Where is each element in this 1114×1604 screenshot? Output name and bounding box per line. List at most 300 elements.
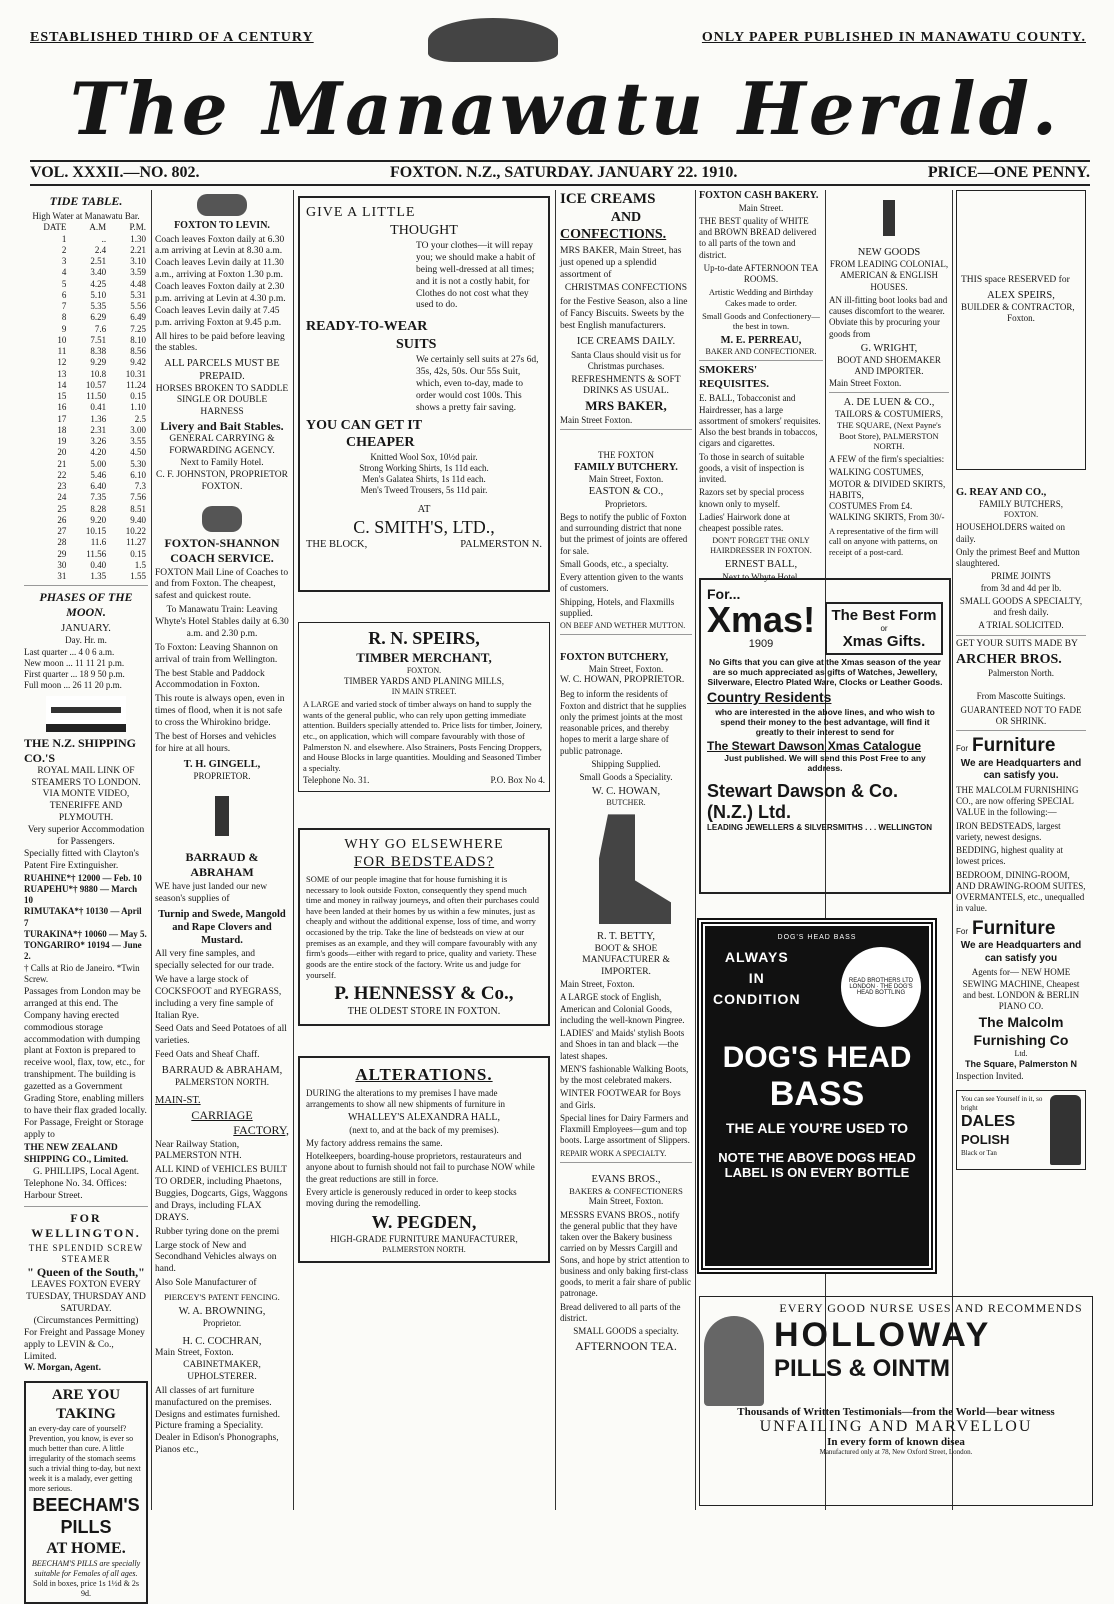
coat-of-arms-image — [428, 18, 558, 62]
established-banner: ESTABLISHED THIRD OF A CENTURY — [30, 30, 314, 45]
tide-cell: 4.50 — [130, 447, 146, 458]
livery-proprietor: C. F. JOHNSTON, PROPRIETOR FOXTON. — [156, 469, 288, 492]
tide-row — [24, 279, 148, 290]
ice-text: MRS BAKER, Main Street, has just opened up a splendid assortment of — [560, 245, 682, 280]
tide-cell: 0.40 — [90, 559, 107, 570]
tide-cell: 11.24 — [126, 379, 146, 390]
tide-row — [24, 504, 148, 515]
tide-head-pm: P.M. — [129, 222, 146, 233]
speirs-text: A LARGE and varied stock of timber always on hand to supply the wants of the general public, who can rely upon getting immediate attention. Builders specially attended to. Price lists for timber, Joinery, etc., on application, which will compare favourably with those of Palmerston N. and elsewhere. Also Strainers, Posts Fencing Droppers, and House Blocks in large quantities. Moulding and Seasoned Timber a specialty. — [303, 699, 543, 773]
bakery-name: M. E. PERREAU, — [720, 334, 802, 346]
tide-cell: 10 — [57, 334, 67, 345]
coach-parcels: ALL PARCELS MUST BE PREPAID. — [164, 358, 280, 383]
hennessy-head-1: WHY GO ELSEWHERE — [344, 836, 504, 852]
reserved-place: Foxton. — [1007, 313, 1035, 324]
beecham-text: an every-day care of yourself? Prevention, you know, is ever so much better than cure. A little irregularity of the stomach seems such a trivial thing to-day, but next week it is a malady, ever getting more serious. — [29, 1423, 141, 1493]
reay-trial: A TRIAL SOLICITED. — [978, 620, 1064, 631]
carriage-stock: Large stock of New and Secondhand Vehicles always on hand. — [155, 1240, 277, 1275]
luen-items — [829, 467, 949, 523]
smith-at: AT — [417, 503, 431, 515]
hennessy-head-2: FOR BEDSTEADS? — [353, 854, 495, 871]
luen-trade: TAILORS & COSTUMIERS, — [834, 408, 944, 419]
tide-cell: 6.49 — [130, 312, 146, 323]
smith-ready-2: SUITS — [396, 336, 437, 352]
pegden-place: PALMERSTON NORTH. — [382, 1245, 466, 1255]
ice-festive: for the Festive Season, also a line of Fancy Biscuits. Sweets by the best English manufacturers. — [560, 297, 688, 331]
beecham-name: BEECHAM'S PILLS — [32, 1494, 140, 1538]
pegden-head: ALTERATIONS. — [355, 1065, 493, 1085]
tide-cell: 19 — [57, 436, 67, 446]
malcolm-rooms: BEDROOM, DINING-ROOM, AND DRAWING-ROOM SUITES, OVERMANTELS, etc., unequalled in value. — [956, 869, 1086, 914]
xmas-best-2: Xmas Gifts. — [842, 633, 926, 650]
moon-row: New moon ... 11 11 21 p.m. — [24, 657, 125, 668]
howan-title: FOXTON BUTCHERY, — [560, 652, 669, 663]
hennessy-ad — [298, 828, 550, 1027]
betty-name: R. T. BETTY, — [596, 931, 656, 943]
tide-row — [24, 537, 148, 548]
smith-ready-1: READY-TO-WEAR — [306, 319, 428, 335]
speirs-ad — [298, 622, 550, 792]
tide-row — [24, 560, 148, 571]
moon-title: PHASES OF THE MOON. — [39, 590, 133, 620]
tide-row — [24, 346, 148, 357]
speirs-name: R. N. SPEIRS, — [368, 628, 480, 648]
tide-cell: .. — [101, 233, 107, 244]
beecham-home: AT HOME. — [46, 1539, 126, 1557]
tide-cell: 24 — [57, 492, 67, 503]
xmas-country-text: who are interested in the above lines, and who wish to spend their money to the best advantage, will find it greatly to their interest to send for — [715, 707, 935, 737]
tide-cell: 2.4 — [94, 244, 107, 255]
bass-condition: CONDITION — [713, 991, 801, 1007]
steamer-row: RUAPEHU*† 9880 — March 10 — [24, 883, 138, 905]
steamer-row: TURAKINA*† 10060 — May 5. — [24, 928, 147, 939]
smokers-name: ERNEST BALL, — [724, 559, 798, 571]
hennessy-name: P. HENNESSY & Co., — [334, 983, 514, 1005]
crest-image — [197, 194, 247, 216]
bass-seal-text: READ BROTHERS LTD LONDON · THE DOG'S HEAD BOTTLING — [848, 978, 914, 996]
wellington-agent: W. Morgan, Agent. — [24, 1363, 101, 1374]
betty-mens: MEN'S fashionable Walking Boots, by the most celebrated makers. — [560, 1063, 689, 1086]
smith-head-1: GIVE A LITTLE — [306, 205, 416, 220]
smith-name: C. SMITH'S, LTD., — [353, 516, 495, 537]
tide-row — [24, 245, 148, 256]
tide-row — [24, 447, 148, 458]
reay-name: G. REAY AND CO., — [956, 487, 1047, 498]
xmas-best-1: The Best Form — [831, 607, 937, 624]
carriage-fencing: PIERCEY'S PATENT FENCING. — [164, 1292, 280, 1302]
holloway-unfailing: UNFAILING AND MARVELLOU — [759, 1418, 1033, 1435]
tide-row — [24, 256, 148, 267]
smith-cheaper-2: CHEAPER — [346, 435, 415, 451]
beecham-foot: BEECHAM'S PILLS are specially suitable for Females of all ages. — [31, 1558, 141, 1578]
carriage-text: ALL KIND of VEHICLES BUILT TO ORDER, including Phaetons, Buggies, Dogcarts, Gigs, Waggons and Drays, including FLAX DRAYS. — [155, 1165, 288, 1223]
tide-cell: 11.6 — [90, 537, 107, 548]
carriage-proprietor: Proprietor. — [202, 1317, 242, 1328]
tide-row — [24, 459, 148, 470]
tide-cell: 8.38 — [90, 346, 107, 356]
furniture-hq: We are Headquarters and can satisfy you. — [960, 757, 1082, 782]
xmas-year: 1909 — [748, 638, 774, 650]
howan-name: W. C. HOWAN, — [591, 786, 661, 798]
shipping-text: Passages from London may be arranged at this end. The Company having erected commodious storage accommodation with dumping plant at Foxton is prepared to receive wool, flax, tow, etc., for transhipment. The building is gazetted as a Government Grading Store, enabling millers to have their flax graded locally. For Passage, Freight or Storage apply to — [24, 987, 147, 1140]
tide-cell: 17 — [57, 413, 67, 424]
speirs-telephone: Telephone No. 31. — [303, 775, 370, 786]
smokers-next: Next to Whyte Hotel. — [722, 571, 800, 582]
price: PRICE—ONE PENNY. — [927, 164, 1090, 181]
place-and-date: FOXTON. N.Z., SATURDAY. JANUARY 22. 1910. — [390, 164, 738, 181]
tide-head-date: DATE — [43, 222, 67, 233]
ice-address: Main Street Foxton. — [560, 414, 633, 425]
tide-cell: 2.31 — [90, 424, 107, 435]
luen-item: WALKING COSTUMES, — [829, 467, 924, 478]
column-1 — [24, 190, 148, 1598]
smith-block: THE BLOCK, — [306, 539, 368, 551]
hand-pointer-icon-2 — [883, 200, 895, 236]
tide-cell: 1.36 — [90, 413, 107, 424]
ice-head-1: ICE CREAMS — [560, 191, 656, 207]
tide-cell: 11.50 — [86, 391, 107, 401]
bass-big-2: BASS — [769, 1075, 865, 1113]
barraud-stock: We have a large stock of COCKSFOOT and RYEGRASS, including a very fine sample of Italian Rye. — [155, 974, 282, 1021]
tide-cell: 29 — [57, 548, 67, 559]
reay-beef: Only the primest Beef and Mutton slaughtered. — [956, 546, 1080, 569]
smith-item: Strong Working Shirts, 1s 11d each. — [359, 462, 489, 473]
tide-cell: 16 — [57, 402, 67, 413]
column-4 — [560, 190, 692, 1510]
malcolm-bedding: BEDDING, highest quality at lowest prices. — [956, 845, 1063, 867]
pegden-text: DURING the alterations to my premises I have made arrangements to show all new shipments of furniture in — [306, 1087, 505, 1109]
boot-image — [581, 814, 671, 924]
xmas-text: No Gifts that you can give at the Xmas season of the year are so much appreciated as gifts of Watches, Jewellery, Silverware, Electro Plated Ware, Clocks or Leather Goods. — [707, 657, 943, 687]
steamer-list — [24, 873, 148, 963]
tide-row — [24, 402, 148, 413]
tide-cell: 3.10 — [130, 256, 146, 266]
shipping-accommodation: Very superior Accommodation for Passengers. — [27, 825, 145, 847]
malcolm-inspection: Inspection Invited. — [956, 1070, 1024, 1081]
masthead-word-1: The — [70, 66, 231, 151]
tide-cell: 11 — [57, 346, 67, 356]
beecham-sold: Sold in boxes, price 1s 1½d & 2s 9d. — [33, 1578, 139, 1598]
evans-bread: Bread delivered to all parts of the district. — [560, 1301, 681, 1323]
dales-polish: POLISH — [961, 1132, 1010, 1148]
shipping-via: VIA MONTE VIDEO, TENERIFFE AND PLYMOUTH. — [42, 789, 130, 824]
xmas-country: Country Residents — [707, 689, 832, 705]
tide-cell: 6.29 — [90, 312, 107, 323]
tide-row — [24, 324, 148, 335]
steamer-row: RIMUTAKA*† 10130 — April 7 — [24, 906, 142, 928]
tide-cell: 21 — [57, 458, 67, 469]
luen-item: HABITS, — [829, 489, 864, 500]
butchery-the: THE FOXTON — [597, 449, 655, 460]
moon-month: JANUARY. — [61, 623, 111, 635]
bass-ale: THE ALE YOU'RE USED TO — [726, 1120, 908, 1136]
smith-place: PALMERSTON N. — [460, 539, 542, 551]
howan-address: Main Street, Foxton. — [588, 664, 664, 675]
tide-cell: 27 — [57, 526, 67, 536]
tide-row — [24, 335, 148, 346]
masthead-word-3: Herald. — [737, 66, 1060, 151]
carriage-signature: W. A. BROWNING, — [178, 1305, 266, 1317]
tide-cell: 10.57 — [85, 379, 107, 390]
shipping-sub: ROYAL MAIL LINK OF STEAMERS TO LONDON. — [31, 765, 141, 788]
shannon-text: FOXTON Mail Line of Coaches to and from Foxton. The cheapest, safest and quickest route. — [155, 567, 289, 602]
xmas-word: Xmas! — [707, 599, 816, 640]
dales-name: DALES — [961, 1113, 1016, 1131]
tide-cell: 2 — [61, 244, 67, 255]
ship-image — [46, 696, 126, 732]
bakery-text: THE BEST quality of WHITE and BROWN BREAD delivered to all parts of the town and district. — [699, 215, 817, 260]
tide-cell: 12 — [57, 357, 67, 368]
tide-cell: 8.28 — [90, 503, 107, 514]
holloway-testimonials: Thousands of Written Testimonials—from the World—bear witness — [737, 1406, 1055, 1418]
tide-row — [24, 571, 148, 582]
tide-cell: 8.56 — [130, 346, 146, 356]
xmas-published: Just published. We will send this Post Free to any address. — [724, 753, 926, 773]
bass-ad — [699, 920, 935, 1272]
shipping-agent: G. PHILLIPS, Local Agent. — [32, 1167, 140, 1178]
xmas-firm: Stewart Dawson & Co. (N.Z.) Ltd. — [707, 781, 899, 822]
tide-row — [24, 369, 148, 380]
archer-place: Palmerston North. — [988, 668, 1054, 678]
archer-name: ARCHER BROS. — [956, 651, 1062, 667]
tide-cell: 9.40 — [130, 514, 146, 525]
shannon-stable: The best Stable and Paddock Accommodation in Foxton. — [155, 668, 265, 691]
shannon-title: FOXTON-SHANNON COACH SERVICE. — [164, 535, 280, 565]
butchery-wants: Every attention given to the wants of customers. — [560, 572, 684, 594]
malcolm-address: The Square, Palmerston N — [964, 1059, 1078, 1070]
tide-cell: 3.26 — [90, 436, 107, 446]
luen-item: WALKING SKIRTS, From 30/- — [829, 512, 945, 523]
tide-cell: 2.5 — [134, 413, 146, 424]
bakery-trade: BAKER AND CONFECTIONER. — [705, 346, 817, 356]
coach-lines — [155, 235, 289, 330]
coach-title: FOXTON TO LEVIN. — [174, 220, 270, 231]
xmas-catalogue: The Stewart Dawson Xmas Catalogue — [707, 739, 922, 753]
dog-head-seal-image — [841, 947, 921, 1027]
coach-line: Coach leaves Levin daily at 7.45 p.m. arriving Foxton at 9.45 p.m. — [155, 305, 282, 328]
goods-address: Main Street Foxton. — [829, 377, 902, 388]
tide-cell: 5.10 — [90, 289, 107, 300]
bakery-title: FOXTON CASH BAKERY. — [699, 190, 819, 201]
smokers-title: SMOKERS' REQUISITES. — [699, 363, 770, 390]
speirs-yards: TIMBER YARDS AND PLANING MILLS, — [344, 675, 504, 686]
tide-cell: 15 — [57, 391, 67, 401]
dateline — [30, 160, 1090, 186]
column-7 — [956, 190, 1086, 1290]
hand-pointer-icon — [215, 796, 229, 836]
coach-line: Coach leaves Levin daily at 11.30 a.m., arriving at Foxton 1.30 p.m. — [155, 258, 284, 281]
carriage-near: Near Railway Station, PALMERSTON NTH. — [155, 1139, 242, 1162]
holloway-ad — [699, 1296, 1093, 1506]
reserved-box — [956, 190, 1086, 470]
reserved-trade: BUILDER & CONTRACTOR, — [961, 302, 1075, 312]
tide-cell: 6.40 — [90, 481, 107, 491]
malcolm-text: THE MALCOLM FURNISHING CO., are now offering SPECIAL VALUE in the following:— — [956, 784, 1079, 818]
xmas-for: For... — [707, 586, 741, 602]
shipping-telephone: Telephone No. 34. Offices: Harbour Street. — [24, 1179, 127, 1201]
ice-xmas: CHRISTMAS CONFECTIONS — [564, 283, 688, 294]
barraud-place: PALMERSTON NORTH. — [175, 1077, 269, 1088]
tide-cell: 3.00 — [130, 424, 146, 435]
tide-cell: 28 — [57, 537, 67, 548]
tide-row — [24, 380, 148, 391]
goods-trade: BOOT AND SHOEMAKER AND IMPORTER. — [837, 355, 941, 377]
tide-cell: 8 — [61, 312, 67, 323]
malcolm-iron: IRON BEDSTEADS, largest variety, newest designs. — [956, 820, 1061, 842]
carriage-factory: FACTORY, — [233, 1122, 289, 1137]
tide-cell: 4 — [61, 267, 67, 278]
butchery-beef: ON BEEF AND WETHER MUTTON. — [560, 621, 686, 630]
tide-row — [24, 515, 148, 526]
tide-cell: 1.5 — [134, 559, 146, 570]
furniture2-hq: We are Headquarters and can satisfy you — [960, 940, 1082, 964]
tide-row — [24, 492, 148, 503]
tide-cell: 7.6 — [94, 323, 107, 334]
pegden-hotel: Hotelkeepers, boarding-house proprietors, restaurateurs and anyone about to furnish should not fail to purchase NOW while the great reductions are still in force. — [306, 1151, 535, 1184]
luen-few: A FEW of the firm's specialties: — [829, 454, 945, 464]
tide-cell: 5.31 — [130, 289, 146, 300]
tide-cell: 26 — [57, 514, 67, 525]
tide-row — [24, 357, 148, 368]
smokers-ladies: Ladies' Hairwork done at cheapest possible rates. — [699, 511, 790, 534]
tide-cell: 31 — [57, 571, 67, 581]
masthead — [70, 66, 1060, 151]
tide-cell: 5.56 — [130, 301, 146, 311]
butchery-shipping: Shipping, Hotels, and Flaxmills supplied. — [560, 596, 675, 618]
holloway-top: EVERY GOOD NURSE USES AND RECOMMENDS — [779, 1301, 1083, 1315]
tide-row — [24, 290, 148, 301]
cochran-text: All classes of art furniture manufactured on the premises. Designs and estimates furnished. Picture framing a Speciality. Dealer in Edison's Phonographs, Pianos etc., — [155, 1385, 281, 1456]
tide-cell: 7.3 — [134, 481, 146, 491]
tide-cell: 10.22 — [125, 526, 146, 536]
moon-rows — [24, 647, 148, 692]
tide-table — [24, 222, 148, 582]
masthead-word-2: Manawatu — [262, 66, 707, 151]
tide-row — [24, 526, 148, 537]
smokers-razor: Razors set by special process known only to myself. — [699, 487, 804, 509]
tide-cell: 1 — [61, 233, 67, 244]
royal-crest-image — [202, 506, 242, 532]
carriage-main-st: MAIN-ST. — [155, 1095, 201, 1107]
tide-cell: 10.15 — [85, 526, 107, 536]
tide-subtitle: High Water at Manawatu Bar. — [32, 211, 140, 221]
moon-row: Full moon ... 26 11 20 p.m. — [24, 680, 122, 691]
archer-get: GET YOUR SUITS MADE BY — [956, 638, 1078, 649]
smith-cheaper-1: YOU CAN GET IT — [306, 417, 423, 433]
volume-number: VOL. XXXII.—NO. 802. — [30, 164, 200, 181]
ice-head-2: AND — [610, 209, 642, 225]
malcolm-agents: Agents for— NEW HOME SEWING MACHINE, Cheapest and best. LONDON & BERLIN PIANO CO. — [962, 967, 1080, 1011]
archer-guarantee: GUARANTEED NOT TO FADE OR SHRINK. — [960, 704, 1082, 726]
bass-side: DOG'S HEAD BASS — [777, 934, 857, 941]
tide-cell: 6 — [61, 289, 67, 300]
tide-cell: 2.21 — [130, 244, 146, 255]
goods-name: G. WRIGHT, — [860, 342, 918, 354]
holloway-pills: PILLS & OINTM — [774, 1355, 950, 1382]
smith-items — [306, 452, 542, 497]
evans-trade: BAKERS & CONFECTIONERS — [569, 1185, 683, 1196]
tide-cell: 11.56 — [86, 548, 107, 559]
beecham-ad — [24, 1381, 148, 1604]
ice-refresh: REFRESHMENTS & SOFT DRINKS AS USUAL. — [571, 374, 681, 397]
tide-cell: 3.59 — [130, 267, 146, 278]
ice-name: MRS BAKER, — [585, 398, 667, 414]
barraud-text: WE have just landed our new season's supplies of — [155, 882, 268, 904]
tide-row — [24, 391, 148, 402]
tide-cell: 9.42 — [130, 357, 146, 368]
tide-row — [24, 549, 148, 560]
tide-cell: 7.35 — [90, 492, 107, 503]
tide-cell: 9 — [61, 323, 67, 334]
tide-cell: 5.35 — [90, 301, 107, 311]
tide-cell: 6.10 — [130, 469, 146, 480]
hennessy-text: SOME of our people imagine that for house furnishing it is necessary to look outside Foxton, consequently they spend much time and money in railway journeys, and often their purchases could have been landed at their homes by us within a few minutes, just as cheaply and without the additional expense, loss of time, and worry occasioned by the trip. Take the line of bedsteads on view at our premises as an example, and they will compare favourably with any firm's goods—either with regard to price, quality and variety. These goods are the entire stock of the factory. Write us and judge for yourself. — [306, 873, 539, 980]
luen-name: A. DE LUEN & CO., — [843, 396, 935, 408]
column-3 — [298, 190, 550, 1510]
furniture-word: Furniture — [972, 735, 1056, 756]
tide-table-title: TIDE TABLE. — [49, 194, 123, 208]
archer-from: From Mascotte Suitings. — [976, 691, 1066, 702]
tide-cell: 5.30 — [130, 458, 146, 469]
reay-prime: PRIME JOINTS — [991, 571, 1051, 582]
betty-winter: WINTER FOOTWEAR for Boys and Girls. — [560, 1088, 681, 1110]
column-6 — [829, 190, 949, 570]
evans-tea: AFTERNOON TEA. — [575, 1339, 677, 1354]
smith-head-2: THOUGHT — [390, 222, 458, 238]
shannon-flood: This route is always open, even in times of flood, when it is not safe to cross the Whirokino bridge. — [155, 694, 285, 728]
tide-cell: 25 — [57, 503, 67, 514]
howan-proprietor: W. C. HOWAN, PROPRIETOR. — [560, 675, 685, 686]
tide-cell: 9.20 — [90, 514, 107, 525]
malcolm-name: The Malcolm Furnishing Co — [973, 1014, 1069, 1048]
smith-ad — [298, 196, 550, 592]
carriage-rubber: Rubber tyring done on the premi — [155, 1226, 280, 1237]
tide-cell: 7.51 — [90, 334, 107, 345]
tide-cell: 5.46 — [90, 469, 107, 480]
tide-cell: 1.10 — [130, 402, 146, 413]
tide-row — [24, 470, 148, 481]
smokers-text: E. BALL, Tobacconist and Hairdresser, has a large assortment of smokers' requisites. Also the best brands in tobaccos, cigars and cigarettes. — [699, 393, 821, 449]
beecham-top: ARE YOU TAKING — [51, 1387, 121, 1422]
coach-line: Coach leaves Foxton daily at 6.30 a.m arriving at Levin at 8.30 a.m. — [155, 234, 285, 257]
tide-cell: 18 — [57, 424, 67, 435]
shipping-title: THE N.Z. SHIPPING CO.'S — [24, 735, 137, 765]
livery-title: Livery and Bait Stables. — [160, 419, 284, 434]
carriage-sole: Also Sole Manufacturer of — [155, 1278, 257, 1289]
tide-cell: 22 — [57, 469, 67, 480]
reserved-name: ALEX SPEIRS, — [987, 289, 1055, 301]
tide-cell: 30 — [57, 559, 67, 570]
tide-cell: 1.30 — [130, 233, 146, 244]
cochran-name: H. C. COCHRAN, — [182, 1336, 262, 1347]
wellington-ship: " Queen of the South," — [27, 1265, 145, 1280]
luen-address: THE SQUARE, (Next Payne's Boot Store), PALMERSTON NORTH. — [837, 420, 941, 452]
bass-note: NOTE THE ABOVE DOGS HEAD LABEL IS ON EVERY BOTTLE — [718, 1150, 916, 1180]
betty-trade: BOOT & SHOE MANUFACTURER & IMPORTER. — [582, 943, 670, 978]
tide-cell: 8.51 — [130, 503, 146, 514]
furniture-for: For — [956, 744, 968, 753]
bakery-small: Small Goods and Confectionery—the best in town. — [702, 310, 820, 332]
tide-cell: 3.40 — [90, 267, 107, 278]
shipping-fitted: Specially fitted with Clayton's Patent Fire Extinguisher. — [24, 848, 139, 871]
steamer-row: RUAHINE*† 12000 — Feb. 10 — [24, 872, 142, 883]
shipping-agent-company: THE NEW ZEALAND SHIPPING CO., Limited. — [24, 1143, 129, 1166]
barraud-seed: Seed Oats and Seed Potatoes of all varieties. — [155, 1024, 287, 1047]
dales-ad — [956, 1090, 1086, 1170]
tide-cell: 10.8 — [90, 368, 107, 379]
xmas-firm-sub: LEADING JEWELLERS & SILVERSMITHS . . . WELLINGTON — [707, 823, 933, 832]
furniture2-for: For — [956, 926, 968, 936]
